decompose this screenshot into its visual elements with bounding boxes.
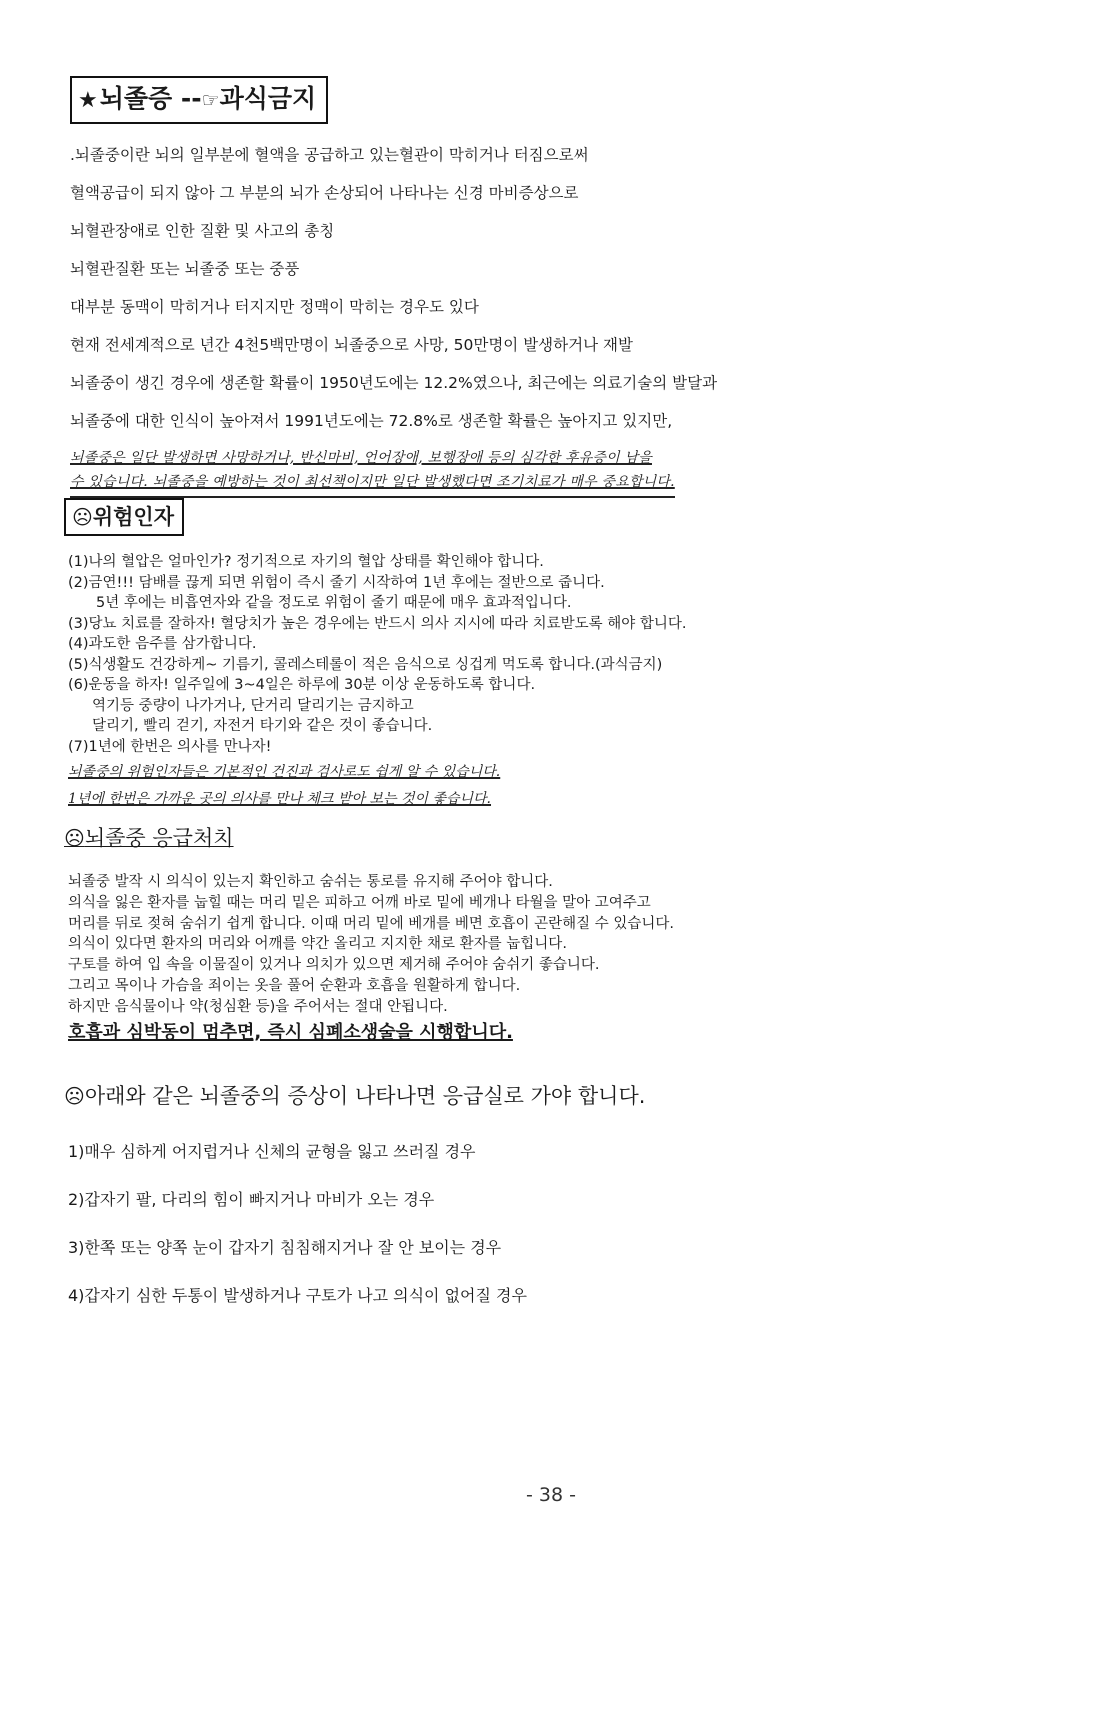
list-item-continuation: 역기등 중량이 나가거나, 단거리 달리기는 금지하고	[92, 697, 414, 714]
list-item: (1)나의 혈압은 얼마인가? 정기적으로 자기의 혈압 상태를 확인해야 합니다.	[68, 554, 544, 570]
handwritten-line: 수 있습니다. 뇌졸중을 예방하는 것이 최선책이지만 일단 발생했다면 조기치료가 매우 중요합니다.	[70, 474, 675, 490]
list-item: (7)1년에 한번은 의사를 만나자!	[68, 738, 272, 755]
section4-title	[64, 1080, 645, 1112]
star-icon: ★	[78, 88, 98, 113]
page-number: - 38 -	[526, 1484, 576, 1506]
handwritten-note	[70, 446, 675, 498]
section2-title-text: 위험인자	[92, 505, 175, 529]
emphasis-line: 호흡과 심박동이 멈추면, 즉시 심폐소생술을 시행합니다.	[68, 1021, 513, 1043]
paragraph-line: 현재 전세계적으로 년간 4천5백만명이 뇌졸중으로 사망, 50만명이 발생하거나 재발	[70, 336, 633, 354]
section4-list	[68, 1138, 1048, 1330]
paragraph-line: 하지만 음식물이나 약(청심환 등)을 주어서는 절대 안됩니다.	[68, 998, 448, 1015]
section4-title-text: 아래와 같은 뇌졸중의 증상이 나타나면 응급실로 가야 합니다.	[84, 1084, 646, 1108]
pointing-hand-icon: ☞	[201, 88, 220, 112]
list-item-continuation: 5년 후에는 비흡연자와 같을 정도로 위험이 줄기 때문에 매우 효과적입니다.	[96, 595, 572, 611]
paragraph-line: 뇌졸중 발작 시 의식이 있는지 확인하고 숨쉬는 통로를 유지해 주어야 합니다.	[68, 874, 553, 890]
paragraph-line: 뇌졸중에 대한 인식이 높아져서 1991년도에는 72.8%로 생존할 확률은 높아지고 있지만,	[70, 412, 673, 430]
symptom-item: 2)갑자기 팔, 다리의 힘이 빠지거나 마비가 오는 경우	[68, 1190, 435, 1209]
handwritten-line: 1년에 한번은 가까운 곳의 의사를 만나 체크 받아 보는 것이 좋습니다.	[68, 791, 492, 807]
frown-face-icon: ☹	[64, 826, 85, 850]
paragraph-line: 구토를 하여 입 속을 이물질이 있거나 의치가 있으면 제거해 주어야 숨쉬기 좋습니다.	[68, 957, 600, 974]
symptom-item: 1)매우 심하게 어지럽거나 신체의 균형을 잃고 쓰러질 경우	[68, 1142, 476, 1161]
list-item: (2)금연!!! 담배를 끊게 되면 위험이 즉시 줄기 시작하여 1년 후에는 절반으로 줍니다.	[68, 574, 605, 591]
list-item: (3)당뇨 치료를 잘하자! 혈당치가 높은 경우에는 반드시 의사 지시에 따라 치료받도록 해야 합니다.	[68, 615, 687, 632]
title-sub: 과식금지	[219, 84, 317, 113]
paragraph-line: 혈액공급이 되지 않아 그 부분의 뇌가 손상되어 나타나는 신경 마비증상으로	[70, 184, 579, 202]
title-main: 뇌졸증 --	[99, 84, 202, 113]
section3-title	[64, 823, 234, 853]
paragraph-line: 머리를 뒤로 젖혀 숨쉬기 쉽게 합니다. 이때 머리 밑에 베개를 베면 호흡이 곤란해질 수 있습니다.	[68, 915, 675, 932]
section3-title-text: 뇌졸중 응급처치	[84, 826, 234, 850]
section3-body	[68, 872, 1048, 1046]
handwritten-line: 뇌졸중은 일단 발생하면 사망하거나, 반신마비, 언어장애, 보행장애 등의 심각한 후유증이 남을	[70, 450, 652, 466]
paragraph-line: 뇌졸중이 생긴 경우에 생존할 확률이 1950년도에는 12.2%였으나, 최근에는 의료기술의 발달과	[70, 374, 718, 392]
symptom-item: 3)한쪽 또는 양쪽 눈이 갑자기 침침해지거나 잘 안 보이는 경우	[68, 1238, 502, 1257]
list-item: (6)운동을 하자! 일주일에 3~4일은 하루에 30분 이상 운동하도록 합니다.	[68, 677, 536, 693]
paragraph-line: 의식을 잃은 환자를 눕힐 때는 머리 밑은 피하고 어깨 바로 밑에 베개나 타월을 말아 고여주고	[68, 894, 651, 911]
symptom-item: 4)갑자기 심한 두통이 발생하거나 구토가 나고 의식이 없어질 경우	[68, 1286, 527, 1305]
section2-title	[64, 498, 184, 536]
paragraph-line: 뇌혈관장애로 인한 질환 및 사고의 총칭	[70, 222, 335, 240]
paragraph-line: 대부분 동맥이 막히거나 터지지만 정맥이 막히는 경우도 있다	[70, 298, 479, 316]
list-item: (4)과도한 음주를 삼가합니다.	[68, 636, 257, 652]
paragraph-line: 그리고 목이나 가슴을 죄이는 옷을 풀어 순환과 호흡을 원활하게 합니다.	[68, 977, 521, 994]
paragraph-line: .뇌졸중이란 뇌의 일부분에 혈액을 공급하고 있는혈관이 막히거나 터짐으로써	[70, 146, 589, 164]
list-item-continuation: 달리기, 빨리 걷기, 자전거 타기와 같은 것이 좋습니다.	[92, 718, 433, 734]
list-item: (5)식생활도 건강하게~ 기름기, 콜레스테롤이 적은 음식으로 싱겁게 먹도록 합니다.(과식금지)	[68, 656, 663, 673]
section2-body	[68, 552, 1048, 811]
section1-title	[70, 76, 328, 124]
frown-face-icon: ☹	[72, 505, 93, 529]
paragraph-line: 뇌혈관질환 또는 뇌졸중 또는 중풍	[70, 260, 300, 278]
frown-face-icon: ☹	[64, 1084, 85, 1108]
handwritten-line: 뇌졸중의 위험인자들은 기본적인 건진과 검사로도 쉽게 알 수 있습니다.	[68, 764, 501, 780]
section1-body	[70, 136, 1030, 498]
paragraph-line: 의식이 있다면 환자의 머리와 어깨를 약간 올리고 지지한 채로 환자를 눕힙니다.	[68, 936, 567, 953]
